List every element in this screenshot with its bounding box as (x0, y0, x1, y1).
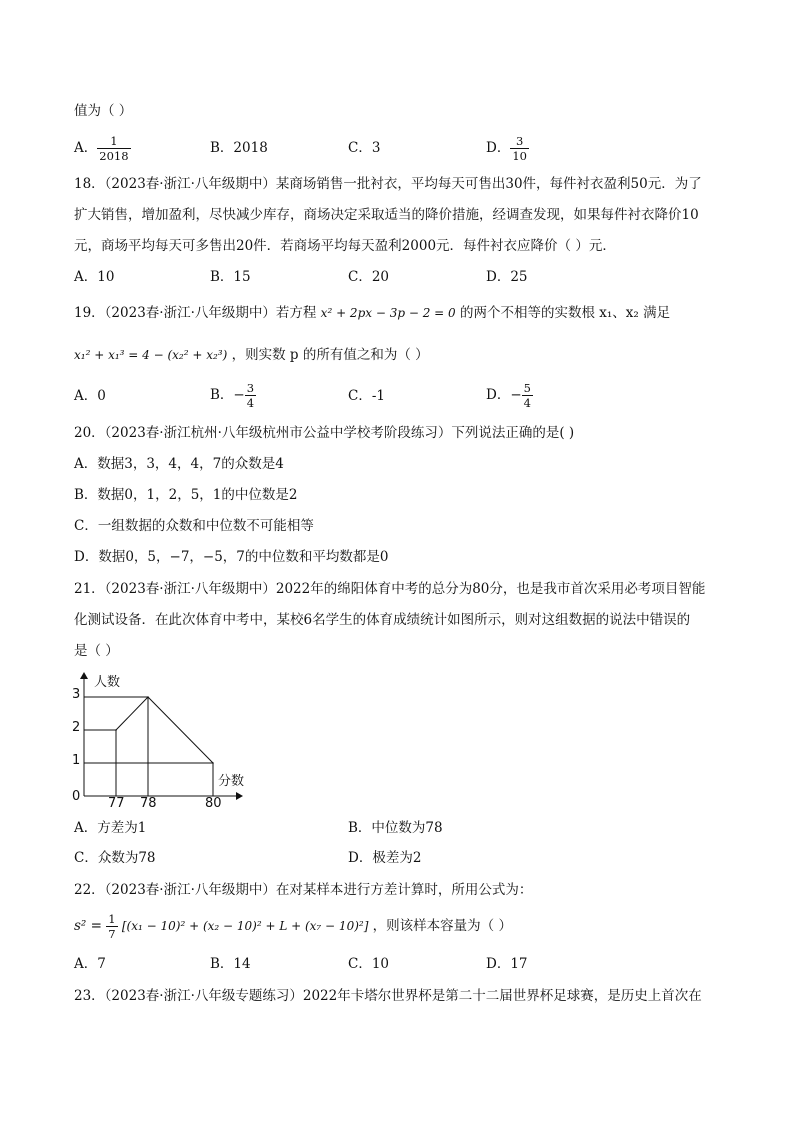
q18-option-d: D．25 (486, 269, 528, 285)
q21-line-1: 21．（2023春·浙江·八年级期中）2022年的绵阳体育中考的总分为80分，也是我市首次采用必考项目智能 (74, 581, 706, 597)
q18-option-c: C．20 (348, 269, 390, 285)
q19-equation: x² + 2px − 3p − 2 = 0 (320, 306, 456, 320)
chart-xtick-77: 77 (108, 796, 125, 811)
q18-line-1: 18．（2023春·浙江·八年级期中）某商场销售一批衬衣，平均每天可售出30件，每件衬衣盈利50元．为了 (74, 176, 702, 192)
data-point-80 (212, 762, 214, 764)
q21-line-3: 是（ ） (74, 643, 119, 659)
q22-option-b: B．14 (210, 956, 251, 972)
q21-option-a: A．方差为1 (74, 820, 147, 836)
q19-option-c: C．-1 (348, 388, 385, 404)
q20-option-a: A．数据3，3，4，4，7的众数是4 (74, 456, 284, 472)
q21-line-2: 化测试设备．在此次体育中考中，某校6名学生的体育成绩统计如图所示，则对这组数据的说法中错误的 (74, 612, 691, 628)
series-segment-0 (116, 697, 148, 730)
option-a: A． $\frac{1}{2018}$ (74, 134, 129, 163)
question-tail: 值为（ ） (74, 103, 133, 119)
q22-option-d: D．17 (486, 956, 528, 972)
q22-line-1: 22．（2023春·浙江·八年级期中）在对某样本进行方差计算时，所用公式为： (74, 882, 533, 898)
chart-ylabel: 人数 (94, 675, 121, 690)
variance-formula: [(x₁ − 10)² + (x₂ − 10)² + L + (x₇ − 10)²] (121, 919, 369, 933)
q19-line-1: 19．（2023春·浙江·八年级期中）若方程 x² + 2px − 3p − 2 = 0 的两个不相等的实数根 x₁、x₂ 满足 (74, 305, 671, 321)
q20-option-d: D．数据0，5，−7，−5，7的中位数和平均数都是0 (74, 549, 389, 565)
score-chart (60, 665, 260, 815)
q20-option-b: B．数据0，1，2，5，1的中位数是2 (74, 487, 298, 503)
q18-option-a: A．10 (74, 269, 115, 285)
q20-stem: 20．（2023春·浙江杭州·八年级杭州市公益中学校考阶段练习）下列说法正确的是( ) (74, 425, 575, 441)
chart-xlabel: 分数 (218, 774, 245, 789)
q21-option-b: B．中位数为78 (348, 820, 443, 836)
q22-formula-line: s² = $\frac{1}{7}$ [(x₁ − 10)² + (x₂ − 10)² + L + (x₇ − 10)²] ，则该样本容量为（ ） (74, 912, 512, 941)
option-c: C．3 (348, 140, 381, 156)
q19-option-b: B．− $\frac{3}{4}$ (210, 381, 255, 410)
chart-ytick-1: 1 (72, 753, 81, 768)
q18-option-b: B．15 (210, 269, 251, 285)
chart-ytick-0: 0 (72, 789, 81, 804)
q18-line-3: 元，商场平均每天可多售出20件．若商场平均每天盈利2000元．每件衬衣应降价（ ）元． (74, 238, 616, 254)
chart-ytick-3: 3 (72, 687, 81, 702)
option-d: D． $\frac{3}{10}$ (486, 134, 527, 163)
q19-option-a: A．0 (74, 388, 106, 404)
chart-ytick-2: 2 (72, 720, 81, 735)
q22-option-a: A．7 (74, 956, 106, 972)
q19-line-2: x₁² + x₁³ = 4 − (x₂² + x₂³) ，则实数 p 的所有值之和为（ ） (74, 347, 429, 363)
chart-xtick-78: 78 (140, 796, 157, 811)
q21-option-d: D．极差为2 (348, 850, 422, 866)
option-b: B．2018 (210, 140, 268, 156)
q19-option-d: D．− $\frac{5}{4}$ (486, 381, 531, 410)
x-axis-arrow (236, 792, 243, 800)
data-point-78 (147, 696, 149, 698)
variance-symbol: s² = (74, 918, 102, 934)
q23-line-1: 23．（2023春·浙江·八年级专题练习）2022年卡塔尔世界杯是第二十二届世界杯足球赛，是历史上首次在 (74, 988, 702, 1004)
q21-option-c: C．众数为78 (74, 850, 156, 866)
chart-xtick-80: 80 (205, 796, 222, 811)
q18-line-2: 扩大销售，增加盈利，尽快减少库存，商场决定采取适当的降价措施，经调查发现，如果每件衬衣降价10 (74, 207, 699, 223)
q20-option-c: C．一组数据的众数和中位数不可能相等 (74, 518, 314, 534)
data-point-77 (115, 729, 117, 731)
q22-option-c: C．10 (348, 956, 390, 972)
y-axis-arrow (80, 672, 88, 679)
q19-condition: x₁² + x₁³ = 4 − (x₂² + x₂³) (74, 348, 228, 362)
series-segment-1 (148, 697, 213, 763)
